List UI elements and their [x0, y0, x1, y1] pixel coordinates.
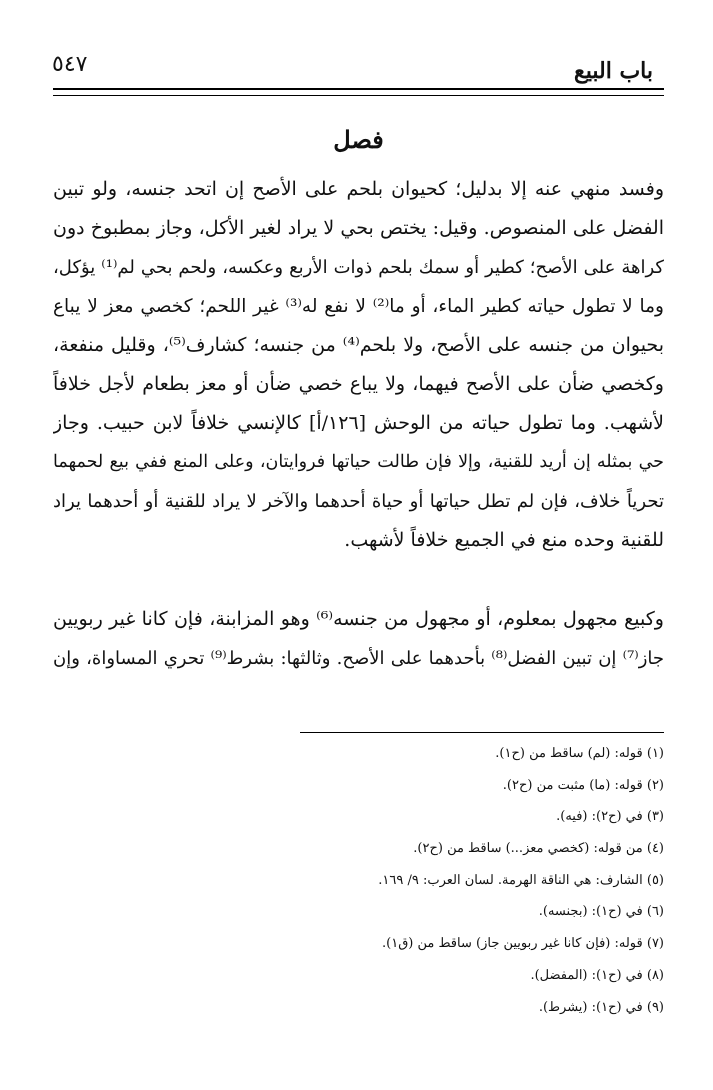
footnotes — [53, 738, 664, 1023]
chapter-running-title: باب البيع — [574, 58, 653, 84]
section-title: فصل — [333, 125, 384, 154]
footnote-separator — [300, 732, 664, 733]
footnote-item: (٦) في (ح١): (بجنسه). — [538, 904, 664, 920]
text-line: وما لا تطول حياته كطير الماء، أو ما⁽²⁾ لا نفع له⁽³⁾ غير اللحم؛ كخصي معز لا يباع — [53, 296, 664, 317]
text-line: وكبيع مجهول بمعلوم، أو مجهول من جنسه⁽⁶⁾ وهو المزابنة، فإن كانا غير ربويين — [53, 608, 664, 630]
body-paragraph-1 — [53, 170, 664, 560]
footnote-item: (٩) في (ح١): (يشرط). — [538, 999, 664, 1015]
footnote-item: (٨) في (ح١): (المفضل). — [530, 967, 664, 983]
footnote-item: (٧) قوله: (فإن كانا غير ربويين جاز) ساقط من (ق١). — [381, 936, 664, 952]
footnote-item: (١) قوله: (لم) ساقط من (ح١). — [495, 746, 664, 761]
body-paragraph-2 — [53, 600, 664, 678]
text-line: وكخصي ضأن على الأصح فيهما، ولا يباع خصي ضأن أو معز بطعام لأجل خلافاً — [53, 373, 664, 395]
text-line: للقنية وحده منع في الجميع خلافاً لأشهب. — [344, 529, 664, 551]
text-line: لأشهب. وما تطول حياته من الوحش [١٢٦/أ] كالإنسي خلافاً لابن حبيب. وجاز — [53, 412, 664, 434]
footnote-item: (٥) الشارف: هي الناقة الهرمة. لسان العرب: ٩/ ١٦٩. — [378, 872, 664, 888]
text-line: بحيوان من جنسه على الأصح، ولا بلحم⁽⁴⁾ من جنسه؛ كشارف⁽⁵⁾، وقليل منفعة، — [53, 334, 664, 356]
text-line: كراهة على الأصح؛ كطير أو سمك بلحم ذوات الأربع وعكسه، ولحم بحي لم⁽¹⁾ يؤكل، — [53, 257, 664, 278]
text-line: الفضل على المنصوص. وقيل: يختص بحي لا يراد لغير الأكل، وجاز بمطبوخ دون — [53, 217, 664, 239]
page-number: ٥٤٧ — [52, 52, 88, 77]
text-line: وفسد منهي عنه إلا بدليل؛ كحيوان بلحم على الأصح إن اتحد جنسه، ولو تبين — [53, 178, 664, 200]
footnote-item: (٤) من قوله: (كخصي معز...) ساقط من (ح٢). — [413, 841, 664, 857]
text-line: جاز⁽⁷⁾ إن تبين الفضل⁽⁸⁾ بأحدهما على الأصح. وثالثها: بشرط⁽⁹⁾ تحري المساواة، وإن — [53, 648, 664, 669]
header-rule-thin — [53, 95, 664, 96]
footnote-item: (٣) في (ح٢): (فيه). — [556, 809, 664, 825]
text-line: تحرياً خلاف، فإن لم تطل حياتها أو حياة أحدهما والآخر لا يراد للقنية أو أحدهما يراد — [53, 491, 664, 512]
header-rule-thick — [53, 88, 664, 90]
footnote-item: (٢) قوله: (ما) مثبت من (ح٢). — [502, 777, 664, 793]
text-line: حي بمثله إن أريد للقنية، وإلا فإن طالت حياتها فروايتان، وعلى المنع ففي بيع لحمهما — [53, 452, 664, 472]
